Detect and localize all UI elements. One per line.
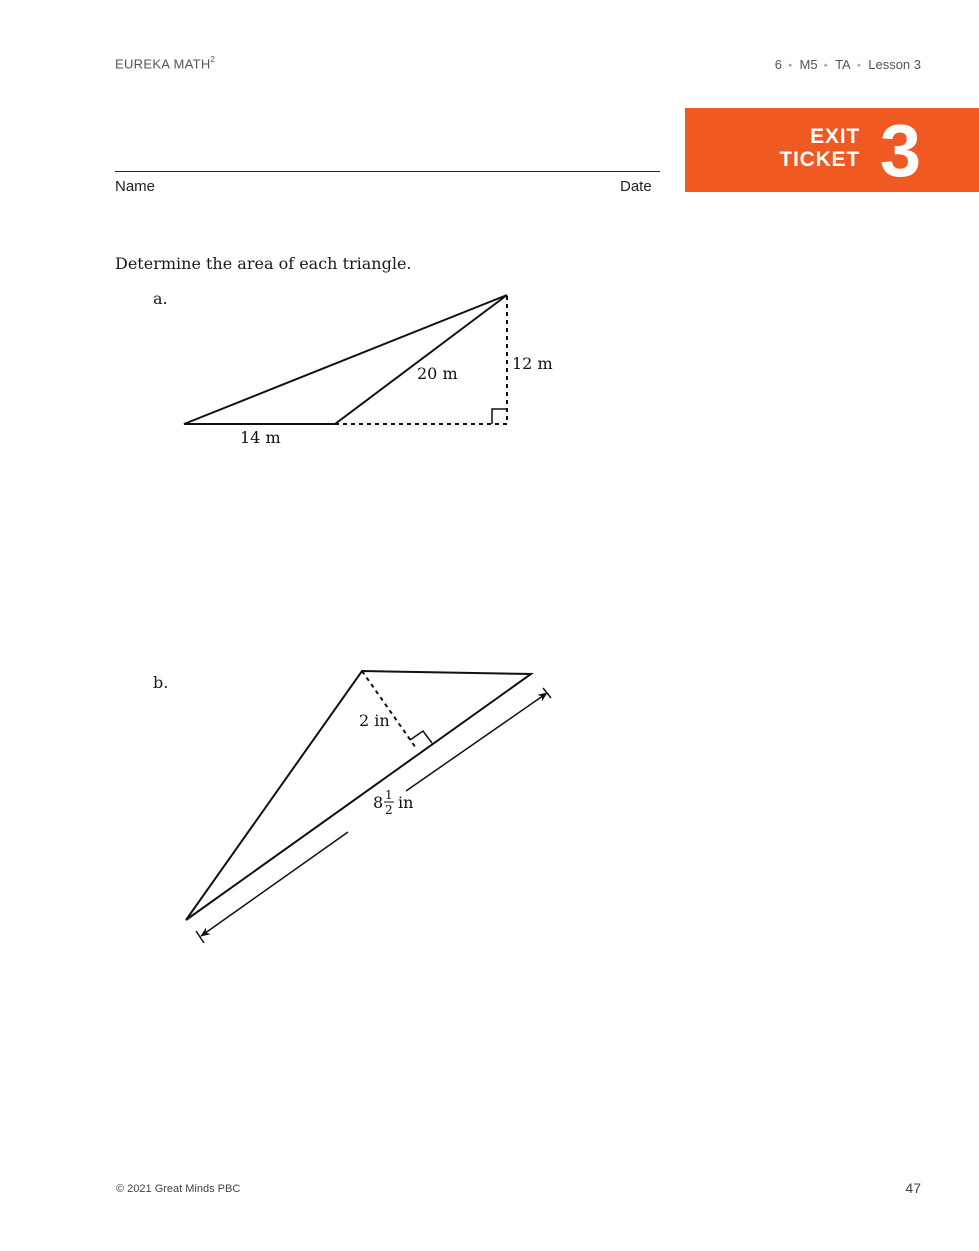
triangle-b xyxy=(186,671,551,943)
triangle-b-height-label: 2 in xyxy=(359,711,390,730)
breadcrumb-separator-icon: ▸ xyxy=(857,61,862,69)
triangle-a-right-angle-icon xyxy=(492,409,507,424)
triangle-b-right-angle-icon xyxy=(410,731,432,743)
triangle-b-dimension-tick-lower xyxy=(196,931,204,943)
triangle-a-shape xyxy=(184,295,507,424)
triangle-b-height-line xyxy=(362,671,416,748)
base-denominator: 2 xyxy=(385,803,393,817)
copyright-text: © 2021 Great Minds PBC xyxy=(116,1183,241,1195)
triangle-b-base-label xyxy=(373,788,413,817)
exit-ticket-number: 3 xyxy=(879,109,921,192)
triangle-a-height-label: 12 m xyxy=(512,354,553,373)
brand-text: EUREKA MATH xyxy=(115,56,211,72)
breadcrumb-lesson: Lesson 3 xyxy=(868,57,921,72)
breadcrumb-topic: TA xyxy=(835,57,851,72)
triangle-a-slant-label: 20 m xyxy=(417,364,458,383)
triangle-b-shape xyxy=(186,671,531,920)
problem-a-label: a. xyxy=(153,289,168,308)
base-whole: 8 xyxy=(373,793,384,812)
base-unit: in xyxy=(398,793,414,812)
brand-superscript: 2 xyxy=(210,55,216,64)
breadcrumb-separator-icon: ▸ xyxy=(788,61,793,69)
breadcrumb-grade: 6 xyxy=(774,57,782,72)
triangle-a-base-label: 14 m xyxy=(240,428,281,447)
triangle-b-dimension-arrow-lower xyxy=(201,832,348,936)
triangle-b-dimension-tick-upper xyxy=(543,688,551,698)
page-number: 47 xyxy=(905,1180,921,1196)
name-label: Name xyxy=(115,178,156,195)
base-numerator: 1 xyxy=(385,788,393,802)
instruction-text: Determine the area of each triangle. xyxy=(115,254,412,273)
triangle-b-dimension-arrow-upper xyxy=(406,693,547,791)
breadcrumb-separator-icon: ▸ xyxy=(824,61,829,69)
breadcrumb-module: M5 xyxy=(799,57,818,72)
exit-ticket-line1: EXIT xyxy=(810,125,860,148)
triangle-a xyxy=(184,295,553,447)
date-label: Date xyxy=(620,178,652,195)
exit-ticket-line2: TICKET xyxy=(779,148,860,171)
problem-b-label: b. xyxy=(153,673,169,692)
